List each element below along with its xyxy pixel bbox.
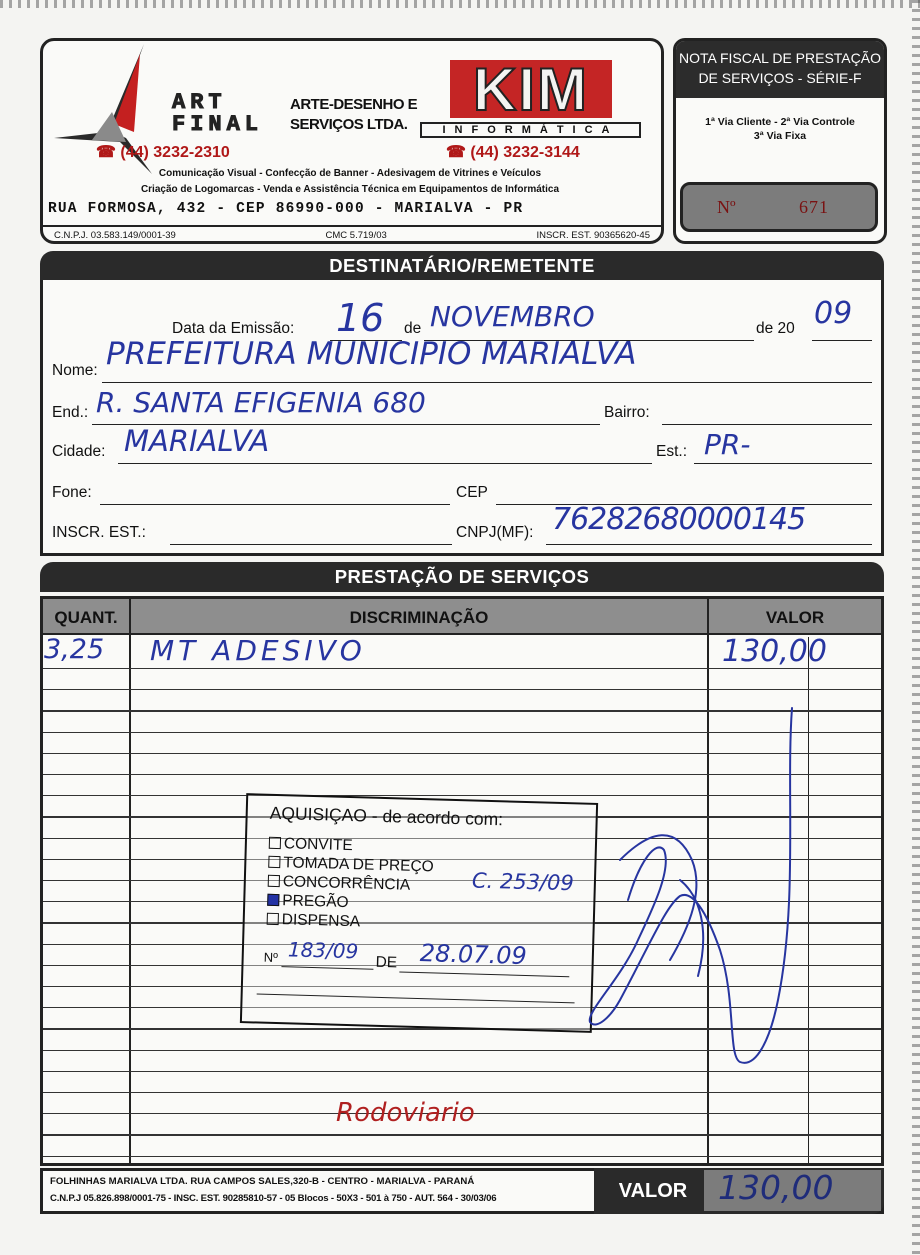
servicos-title: PRESTAÇÃO DE SERVIÇOS — [40, 562, 884, 592]
stamp-option-dispensa: DISPENSA — [267, 910, 361, 932]
cep-label: CEP — [456, 484, 488, 501]
stamp-date-line — [399, 971, 569, 977]
inscr-label: INSCR. EST.: — [52, 524, 146, 541]
stamp-date: 28.07.09 — [419, 939, 528, 971]
printer-info: FOLHINHAS MARIALVA LTDA. RUA CAMPOS SALES,320-B - CENTRO - MARIALVA - PARANÁ C.N.P.J 05.826.898/0001-75 - INSC. EST. 90285810-57 - 05 Blocos - 50X3 - 501 à 750 - AUT. 564 - 30/03/06 — [50, 1176, 497, 1204]
de-20-label: de 20 — [756, 320, 795, 337]
mes-value: NOVEMBRO — [430, 300, 595, 333]
col-quant-header: QUANT. — [43, 599, 129, 635]
col-valor-header: VALOR — [709, 599, 881, 635]
total-valor-label: VALOR — [618, 1180, 688, 1202]
services-line-2: Criação de Logomarcas - Venda e Assistência Técnica em Equipamentos de Informática — [140, 184, 560, 195]
perforation-top — [0, 0, 920, 8]
stamp-signature-line — [257, 993, 575, 1003]
bairro-label: Bairro: — [604, 404, 650, 421]
estado-label: Est.: — [656, 443, 688, 460]
registration-bar — [40, 225, 664, 244]
services-line-1: Comunicação Visual - Confecção de Banner - Adesivagem de Vitrines e Veículos — [158, 168, 542, 179]
stamp-option-concorrencia: CONCORRÊNCIA — [268, 872, 411, 895]
inscr-line — [170, 544, 452, 545]
handwritten-signature — [580, 700, 820, 1080]
checkbox-icon — [268, 856, 280, 868]
phone-icon: ☎ — [446, 144, 471, 161]
phone-icon: ☎ — [96, 144, 121, 161]
stamp-title: AQUISIÇAO - de acordo com: — [269, 802, 504, 830]
nome-label: Nome: — [52, 362, 98, 379]
ano-line — [812, 340, 872, 341]
cidade-label: Cidade: — [52, 443, 106, 460]
company-cnpj: C.N.P.J. 03.583.149/0001-39 — [54, 230, 176, 241]
bairro-line — [662, 424, 872, 425]
stamp-handwritten-ref: C. 253/09 — [471, 868, 575, 896]
de-label-1: de — [404, 320, 422, 337]
kim-logo-text: KIM — [473, 60, 589, 118]
perforation-right — [912, 0, 920, 1255]
cidade-line — [118, 463, 652, 464]
phone-left: ☎ (44) 3232-2310 — [96, 144, 230, 161]
end-label: End.: — [52, 404, 89, 421]
stamp-no-label: Nº — [263, 949, 279, 966]
kim-logo — [450, 60, 612, 118]
nota-vias: 1ª Via Cliente - 2ª Via Controle 3ª Via Fixa — [705, 116, 855, 142]
nome-value: PREFEITURA MUNICIPIO MARIALVA — [106, 336, 637, 372]
company-inscr-est: INSCR. EST. 90365620-45 — [536, 230, 650, 241]
estado-line — [694, 463, 872, 464]
art-final-wordmark: ART FINAL — [172, 90, 264, 137]
checkbox-icon — [268, 875, 280, 887]
row-quant: 3,25 — [44, 634, 105, 665]
stamp-no-line — [281, 966, 373, 970]
nota-number-label: Nº — [717, 197, 736, 217]
dia-value: 16 — [336, 296, 385, 340]
fone-label: Fone: — [52, 484, 92, 501]
company-name: ARTE-DESENHO E SERVIÇOS LTDA. — [290, 96, 418, 133]
checkbox-icon — [269, 837, 281, 849]
checkbox-checked-icon — [267, 894, 279, 906]
ano-value: 09 — [814, 296, 853, 331]
nome-line — [102, 382, 872, 383]
checkbox-icon — [267, 913, 279, 925]
estado-value: PR- — [704, 428, 751, 461]
cidade-value: MARIALVA — [124, 424, 270, 458]
row-valor: 130,00 — [722, 634, 827, 669]
table-row — [43, 1156, 881, 1157]
table-row — [43, 1134, 881, 1135]
fone-line — [100, 504, 450, 505]
stamp-de-label: DE — [375, 953, 398, 972]
kim-subtitle: INFORMÁTICA — [420, 122, 641, 138]
stamp-option-tomada: TOMADA DE PREÇO — [268, 853, 434, 877]
table-row — [43, 1092, 881, 1093]
company-address: RUA FORMOSA, 432 - CEP 86990-000 - MARIALVA - PR — [48, 201, 524, 217]
row-disc: MT ADESIVO — [150, 634, 366, 667]
stamp-option-pregao: PREGÃO — [267, 891, 349, 912]
company-cmc: CMC 5.719/03 — [325, 230, 387, 241]
nota-number-box — [680, 182, 878, 232]
table-row — [43, 689, 881, 690]
cnpj-label: CNPJ(MF): — [456, 524, 534, 541]
rodoviario-note: Rodoviario — [336, 1098, 475, 1128]
nota-title: NOTA FISCAL DE PRESTAÇÃO DE SERVIÇOS - SÉRIE-F — [676, 41, 884, 98]
destinatario-title: DESTINATÁRIO/REMETENTE — [40, 251, 884, 281]
total-valor-field — [704, 1170, 881, 1211]
total-valor-value: 130,00 — [718, 1168, 834, 1207]
col-disc-header: DISCRIMINAÇÃO — [131, 599, 707, 635]
stamp-number: 183/09 — [287, 937, 359, 964]
end-value: R. SANTA EFIGENIA 680 — [96, 386, 426, 419]
nota-number: 671 — [799, 197, 829, 217]
aquisicao-stamp — [240, 793, 598, 1033]
col-divider-1 — [129, 599, 131, 1166]
cnpj-value: 76282680000145 — [552, 502, 806, 537]
cnpj-line — [546, 544, 872, 545]
phone-right: ☎ (44) 3232-3144 — [446, 144, 580, 161]
data-emissao-label: Data da Emissão: — [172, 320, 295, 337]
stamp-option-convite: CONVITE — [269, 834, 353, 855]
